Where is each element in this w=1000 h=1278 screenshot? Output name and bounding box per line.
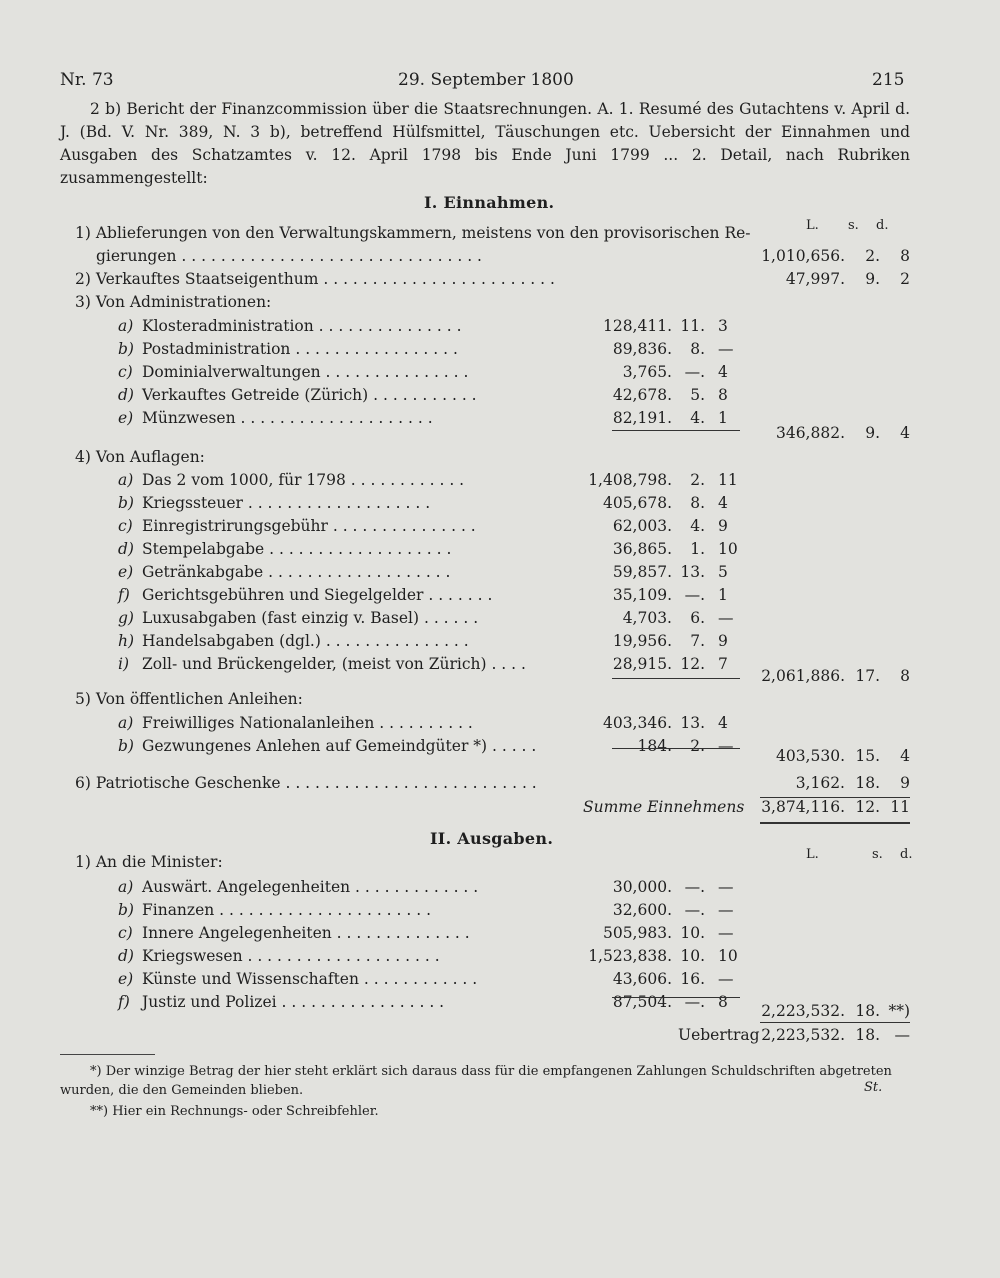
table-row: [0, 772, 1000, 794]
uebertrag-pounds: 2,223,532.: [761, 1026, 845, 1044]
total-pence: **): [888, 1002, 910, 1020]
row-letter: b): [118, 494, 134, 512]
sub-shillings: —.: [684, 878, 705, 896]
row-letter: e): [118, 409, 134, 427]
sub-shillings: 7.: [690, 632, 705, 650]
row-label: 4) Von Auflagen:: [75, 448, 205, 466]
sub-pounds: 4,703.: [622, 609, 672, 627]
sub-pence: 7: [718, 655, 728, 673]
row-letter: d): [118, 386, 134, 404]
table-row: [0, 384, 1000, 406]
section-title-einnahmen: I. Einnahmen.: [424, 193, 555, 212]
row-letter: b): [118, 737, 134, 755]
total-pounds: 3,162.: [795, 774, 845, 792]
total-pounds: 2,223,532.: [761, 1002, 845, 1020]
uebertrag-label: Uebertrag: [678, 1026, 760, 1044]
sub-shillings: —.: [684, 363, 705, 381]
row-label: Klosteradministration . . . . . . . . . . . . . . .: [142, 317, 462, 335]
col-header-d: d.: [876, 218, 889, 233]
row-label: Stempelabgabe . . . . . . . . . . . . . . . . . . .: [142, 540, 452, 558]
row-label: 2) Verkauftes Staatseigenthum . . . . . . . . . . . . . . . . . . . . . . . .: [75, 270, 555, 288]
sub-pence: —: [718, 609, 734, 627]
table-row: [0, 222, 1000, 244]
sub-shillings: 13.: [680, 714, 705, 732]
table-row: [0, 922, 1000, 944]
row-label: 1) An die Minister:: [75, 853, 223, 871]
summe-pounds: 3,874,116.: [761, 798, 845, 816]
row-label: Freiwilliges Nationalanleihen . . . . . . . . . .: [142, 714, 473, 732]
table-row: [0, 876, 1000, 898]
sub-shillings: 6.: [690, 609, 705, 627]
sub-pounds: 87,504.: [612, 993, 672, 1011]
sub-pence: 11: [718, 471, 738, 489]
sub-pounds: 42,678.: [612, 386, 672, 404]
row-label: 3) Von Administrationen:: [75, 293, 272, 311]
sub-pence: 10: [718, 540, 738, 558]
row-letter: f): [118, 586, 130, 604]
total-pence: 2: [900, 270, 910, 288]
subtotal-rule: [612, 748, 740, 749]
uebertrag-shillings: 18.: [855, 1026, 880, 1044]
intro-paragraph: [60, 98, 910, 190]
col-header-d: d.: [900, 847, 913, 862]
table-row: [0, 422, 1000, 444]
table-row: [0, 245, 1000, 267]
summe-shillings: 12.: [855, 798, 880, 816]
row-label: Künste und Wissenschaften . . . . . . . . . . . .: [142, 970, 478, 988]
row-label: Kriegssteuer . . . . . . . . . . . . . . . . . . .: [142, 494, 431, 512]
sub-pounds: 89,836.: [612, 340, 672, 358]
footnote-rule: [60, 1054, 155, 1055]
table-row: [0, 291, 1000, 313]
sub-pounds: 405,678.: [602, 494, 672, 512]
sub-pence: 9: [718, 632, 728, 650]
table-row: [0, 584, 1000, 606]
total-pounds: 2,061,886.: [761, 667, 845, 685]
row-letter: g): [118, 609, 134, 627]
row-letter: b): [118, 340, 134, 358]
total-shillings: 17.: [855, 667, 880, 685]
table-row: [0, 446, 1000, 468]
total-pounds: 346,882.: [775, 424, 845, 442]
table-row: [0, 361, 1000, 383]
total-pence: 9: [900, 774, 910, 792]
sub-pounds: 43,606.: [612, 970, 672, 988]
uebertrag-pence: —: [894, 1026, 910, 1044]
total-pence: 4: [900, 424, 910, 442]
footnote-1: *) Der winzige Betrag der hier steht erklärt sich daraus dass für die empfangenen Zahlungen Schuldschriften abgetreten wurden, die den Gemeinden blieben.: [60, 1064, 892, 1098]
sub-pence: 1: [718, 409, 728, 427]
table-row: [0, 688, 1000, 710]
sub-pence: 10: [718, 947, 738, 965]
total-shillings: 15.: [855, 747, 880, 765]
table-row: [0, 899, 1000, 921]
row-label: 1) Ablieferungen von den Verwaltungskammern, meistens von den provisorischen Re-: [75, 224, 751, 242]
sub-shillings: 16.: [680, 970, 705, 988]
row-label: Finanzen . . . . . . . . . . . . . . . . . . . . . .: [142, 901, 432, 919]
sub-pence: —: [718, 924, 734, 942]
sub-pounds: 59,857.: [612, 563, 672, 581]
sub-pounds: 35,109.: [612, 586, 672, 604]
table-row: [0, 538, 1000, 560]
summe-row: [0, 796, 1000, 818]
sub-pounds: 28,915.: [612, 655, 672, 673]
sub-pounds: 1,408,798.: [588, 471, 672, 489]
row-label: Justiz und Polizei . . . . . . . . . . . . . . . . .: [142, 993, 445, 1011]
row-label: 6) Patriotische Geschenke . . . . . . . . . . . . . . . . . . . . . . . . . .: [75, 774, 537, 792]
sub-pence: 4: [718, 363, 728, 381]
sub-shillings: 10.: [680, 924, 705, 942]
table-row: [0, 469, 1000, 491]
sub-pounds: 82,191.: [612, 409, 672, 427]
row-label: Kriegswesen . . . . . . . . . . . . . . . . . . . .: [142, 947, 440, 965]
row-label: Getränkabgabe . . . . . . . . . . . . . . . . . . .: [142, 563, 451, 581]
row-label: gierungen . . . . . . . . . . . . . . . . . . . . . . . . . . . . . . .: [96, 247, 482, 265]
sub-pounds: 128,411.: [602, 317, 672, 335]
sub-pounds: 403,346.: [602, 714, 672, 732]
table-row: [0, 492, 1000, 514]
sub-shillings: 12.: [680, 655, 705, 673]
row-letter: h): [118, 632, 135, 650]
sub-shillings: 1.: [690, 540, 705, 558]
section-title-ausgaben: II. Ausgaben.: [430, 829, 554, 848]
sub-pounds: 30,000.: [612, 878, 672, 896]
row-letter: e): [118, 970, 134, 988]
total-shillings: 18.: [855, 774, 880, 792]
row-label: Gezwungenes Anlehen auf Gemeindgüter *) . . . . .: [142, 737, 537, 755]
sub-pence: —: [718, 737, 734, 755]
row-letter: e): [118, 563, 134, 581]
row-letter: a): [118, 714, 134, 732]
sub-pounds: 184.: [637, 737, 672, 755]
sub-shillings: 10.: [680, 947, 705, 965]
total-pounds: 1,010,656.: [761, 247, 845, 265]
total-pence: 8: [900, 667, 910, 685]
sub-pence: —: [718, 878, 734, 896]
row-label: Verkauftes Getreide (Zürich) . . . . . . . . . . .: [142, 386, 477, 404]
row-label: Münzwesen . . . . . . . . . . . . . . . . . . . .: [142, 409, 433, 427]
total-pounds: 403,530.: [775, 747, 845, 765]
col-header-s: s.: [872, 847, 883, 862]
sub-pence: 9: [718, 517, 728, 535]
table-row: [0, 745, 1000, 767]
row-letter: a): [118, 471, 134, 489]
uebertrag-row: [0, 1024, 1000, 1046]
header-page-number: 215: [872, 70, 905, 90]
row-label: Auswärt. Angelegenheiten . . . . . . . . . . . . .: [142, 878, 479, 896]
row-label: Postadministration . . . . . . . . . . . . . . . . .: [142, 340, 458, 358]
table-row: [0, 268, 1000, 290]
sub-pence: —: [718, 340, 734, 358]
total-shillings: 9.: [865, 424, 880, 442]
table-row: [0, 1000, 1000, 1022]
sub-pounds: 19,956.: [612, 632, 672, 650]
sub-shillings: 2.: [690, 737, 705, 755]
sub-pounds: 3,765.: [622, 363, 672, 381]
row-label: 5) Von öffentlichen Anleihen:: [75, 690, 303, 708]
sub-pence: —: [718, 970, 734, 988]
subtotal-rule: [612, 678, 740, 679]
sub-pence: 5: [718, 563, 728, 581]
row-letter: c): [118, 517, 133, 535]
col-header-s: s.: [848, 218, 859, 233]
row-letter: d): [118, 540, 134, 558]
row-label: Zoll- und Brückengelder, (meist von Zürich) . . . .: [142, 655, 526, 673]
intro-text: 2 b) Bericht der Finanzcommission über die Staatsrechnungen. A. 1. Resumé des Gutachtens v. April d. J. (Bd. V. Nr. 389, N. 3 b), betreffend Hülfsmittel, Täuschungen etc. Uebersicht der Einnahmen und Ausgaben des Schatzamtes v. 12. April 1798 bis Ende Juni 1799 ... 2. Detail, nach Rubriken zusammengestellt:: [60, 100, 910, 187]
row-letter: a): [118, 878, 134, 896]
total-pence: 8: [900, 247, 910, 265]
sub-pence: 1: [718, 586, 728, 604]
table-row: [0, 561, 1000, 583]
carry-rule: [760, 1022, 910, 1023]
sub-pence: —: [718, 901, 734, 919]
row-letter: a): [118, 317, 134, 335]
table-row: [0, 607, 1000, 629]
row-label: Gerichtsgebühren und Siegelgelder . . . . . . .: [142, 586, 493, 604]
row-letter: f): [118, 993, 130, 1011]
table-row: [0, 712, 1000, 734]
total-shillings: 9.: [865, 270, 880, 288]
total-pence: 4: [900, 747, 910, 765]
table-row: [0, 851, 1000, 873]
table-row: [0, 338, 1000, 360]
sub-shillings: 5.: [690, 386, 705, 404]
table-row: [0, 315, 1000, 337]
summe-label: Summe Einnehmens: [583, 798, 745, 816]
sub-pence: 8: [718, 993, 728, 1011]
sub-pounds: 62,003.: [612, 517, 672, 535]
subtotal-rule: [612, 430, 740, 431]
row-letter: c): [118, 363, 133, 381]
col-header-l: L.: [806, 218, 819, 233]
sub-shillings: 4.: [690, 517, 705, 535]
sub-shillings: 11.: [680, 317, 705, 335]
sub-shillings: 4.: [690, 409, 705, 427]
table-row: [0, 515, 1000, 537]
sub-shillings: —.: [684, 993, 705, 1011]
header-date: 29. September 1800: [398, 70, 574, 90]
row-label: Handelsabgaben (dgl.) . . . . . . . . . . . . . . .: [142, 632, 469, 650]
col-header-l: L.: [806, 847, 819, 862]
sub-pounds: 36,865.: [612, 540, 672, 558]
summe-pence: 11: [890, 798, 910, 816]
sub-pence: 4: [718, 714, 728, 732]
row-label: Dominialverwaltungen . . . . . . . . . . . . . . .: [142, 363, 469, 381]
header-number: Nr. 73: [60, 70, 114, 90]
row-letter: d): [118, 947, 134, 965]
total-shillings: 2.: [865, 247, 880, 265]
row-label: Luxusabgaben (fast einzig v. Basel) . . . . . .: [142, 609, 479, 627]
row-letter: i): [118, 655, 130, 673]
row-letter: c): [118, 924, 133, 942]
sub-shillings: 8.: [690, 340, 705, 358]
total-pounds: 47,997.: [785, 270, 845, 288]
sub-pounds: 32,600.: [612, 901, 672, 919]
table-row: [0, 968, 1000, 990]
table-row: [0, 665, 1000, 687]
sub-shillings: —.: [684, 901, 705, 919]
row-label: Das 2 vom 1000, für 1798 . . . . . . . . . . . .: [142, 471, 465, 489]
sub-pence: 3: [718, 317, 728, 335]
table-row: [0, 945, 1000, 967]
total-shillings: 18.: [855, 1002, 880, 1020]
sum-double-rule: [760, 822, 910, 824]
sub-shillings: 8.: [690, 494, 705, 512]
row-letter: b): [118, 901, 134, 919]
footnote-2: **) Hier ein Rechnungs- oder Schreibfehler.: [90, 1104, 379, 1119]
sub-shillings: 13.: [680, 563, 705, 581]
subtotal-rule: [612, 997, 740, 998]
sub-pounds: 1,523,838.: [588, 947, 672, 965]
signature-mark: St.: [864, 1080, 883, 1095]
sub-pence: 4: [718, 494, 728, 512]
sub-shillings: 2.: [690, 471, 705, 489]
sub-pounds: 505,983.: [602, 924, 672, 942]
row-label: Innere Angelegenheiten . . . . . . . . . . . . . .: [142, 924, 470, 942]
table-row: [0, 630, 1000, 652]
row-label: Einregistrirungsgebühr . . . . . . . . . . . . . . .: [142, 517, 476, 535]
sub-shillings: —.: [684, 586, 705, 604]
sub-pence: 8: [718, 386, 728, 404]
